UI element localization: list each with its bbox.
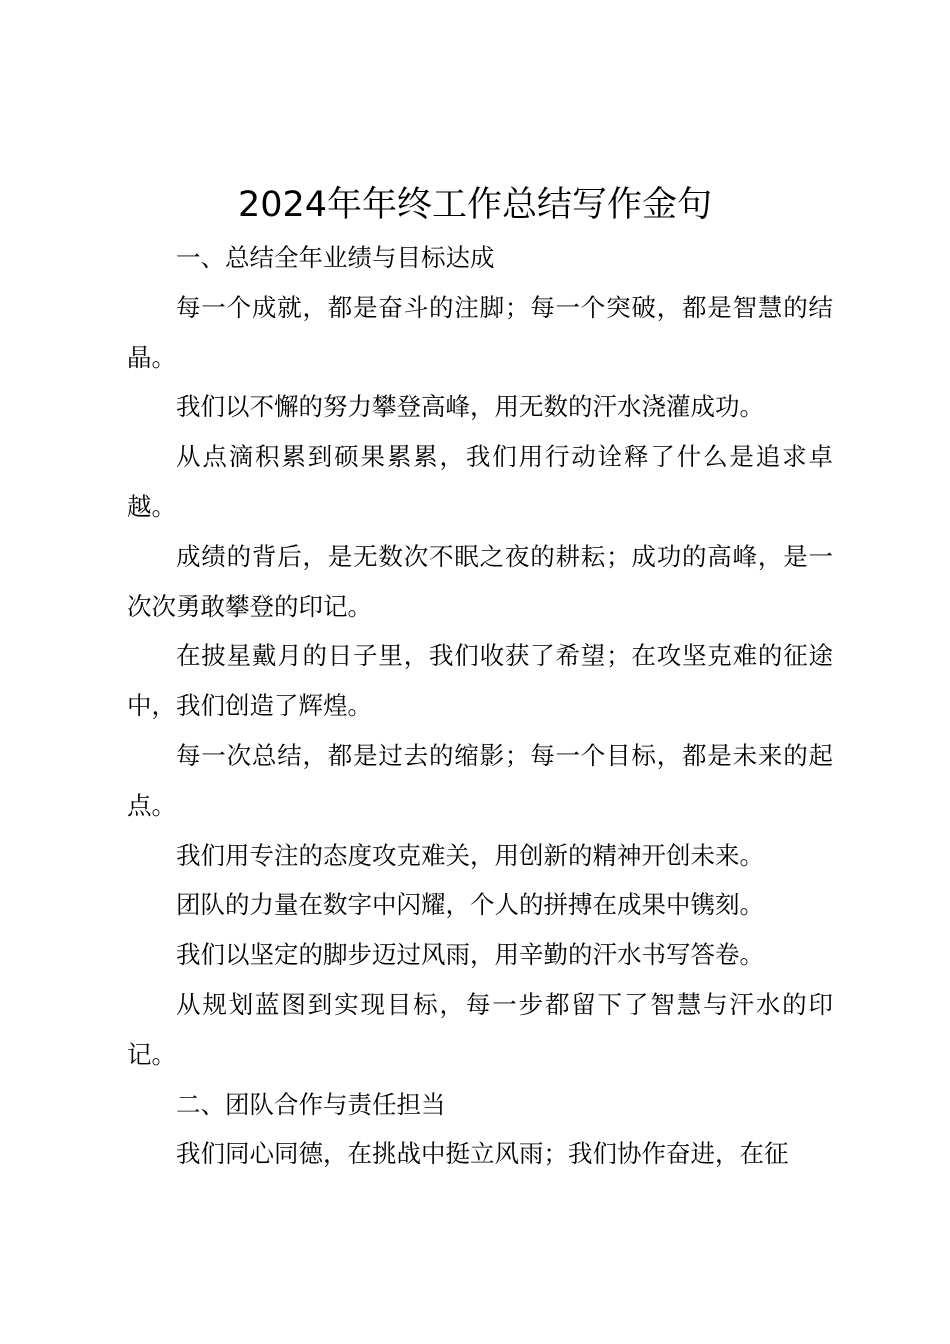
paragraph: 从点滴积累到硕果累累，我们用行动诠释了什么是追求卓越。 bbox=[127, 442, 833, 521]
paragraph: 从规划蓝图到实现目标，每一步都留下了智慧与汗水的印记。 bbox=[127, 989, 833, 1069]
document-title: 2024年年终工作总结写作金句 bbox=[237, 185, 713, 225]
paragraph: 我们用专注的态度攻克难关，用创新的精神开创未来。 bbox=[176, 840, 764, 870]
paragraph: 我们以坚定的脚步迈过风雨，用辛勤的汗水书写答卷。 bbox=[176, 940, 764, 970]
paragraph: 团队的力量在数字中闪耀，个人的拼搏在成果中镌刻。 bbox=[176, 890, 764, 920]
paragraph: 我们以不懈的努力攀登高峰，用无数的汗水浇灌成功。 bbox=[176, 392, 764, 422]
paragraph: 我们同心同德，在挑战中挺立风雨；我们协作奋进，在征 bbox=[176, 1139, 789, 1169]
section-heading: 二、团队合作与责任担当 bbox=[176, 1089, 446, 1119]
paragraph: 成绩的背后，是无数次不眠之夜的耕耘；成功的高峰，是一次次勇敢攀登的印记。 bbox=[127, 541, 833, 621]
paragraph: 每一个成就，都是奋斗的注脚；每一个突破，都是智慧的结晶。 bbox=[127, 292, 833, 372]
paragraph: 在披星戴月的日子里，我们收获了希望；在攻坚克难的征途中，我们创造了辉煌。 bbox=[127, 641, 833, 721]
section-heading: 一、总结全年业绩与目标达成 bbox=[176, 243, 495, 272]
document-body bbox=[127, 233, 833, 1179]
paragraph: 每一次总结，都是过去的缩影；每一个目标，都是未来的起点。 bbox=[127, 740, 833, 820]
